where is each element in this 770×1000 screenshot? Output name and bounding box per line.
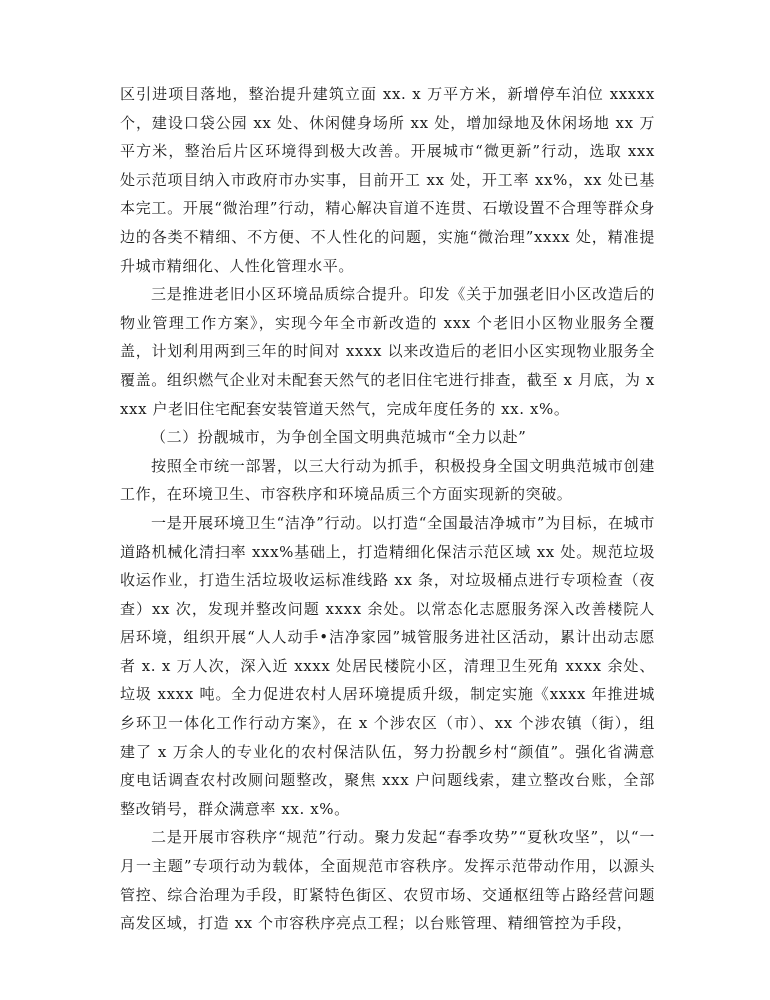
document-page: [120, 80, 655, 938]
paragraph-section-intro: 按照全市统一部署，以三大行动为抓手，积极投身全国文明典范城市创建工作，在环境卫生、市容秩序和环境品质三个方面实现新的突破。: [120, 456, 655, 504]
paragraph-sanitation-action: 一是开展环境卫生“洁净”行动。以打造“全国最洁净城市”为目标，在城市道路机械化清扫率 xxx%基础上，打造精细化保洁示范区域 xx 处。规范垃圾收运作业，打造生活垃圾收运标准线路 xx 条，对垃圾桶点进行专项检查（夜查）xx 次，发现并整改问题 xxxx 余处。以常态化志愿服务深入改善楼院人居环境，组织开展“人人动手•洁净家园”城管服务进社区活动，累计出动志愿者 x. x 万人次，深入近 xxxx 处居民楼院小区，清理卫生死角 xxxx 余处、垃圾 xxxx 吨。全力促进农村人居环境提质升级，制定实施《xxxx 年推进城乡环卫一体化工作行动方案》，在 x 个涉农区（市）、xx 个涉农镇（街），组建了 x 万余人的专业化的农村保洁队伍，努力扮靓乡村“颜值”。强化省满意度电话调查农村改厕问题整改，聚焦 xxx 户问题线索，建立整改台账，全部整改销号，群众满意率 xx. x%。: [120, 513, 655, 818]
paragraph-city-order-action: 二是开展市容秩序“规范”行动。聚力发起“春季攻势”“夏秋攻坚”，以“一月一主题”专项行动为载体，全面规范市容秩序。发挥示范带动作用，以源头管控、综合治理为手段，盯紧特色街区、农贸市场、交通枢纽等占路经营问题高发区域，打造 xx 个市容秩序亮点工程；以台账管理、精细管控为手段，: [120, 828, 655, 933]
section-heading: （二）扮靓城市，为争创全国文明典范城市“全力以赴”: [151, 428, 527, 447]
paragraph-old-community-improvement: 三是推进老旧小区环境品质综合提升。印发《关于加强老旧小区改造后的物业管理工作方案》，实现今年全市新改造的 xxx 个老旧小区物业服务全覆盖，计划利用两到三年的时间对 xxxx 以来改造后的老旧小区实现物业服务全覆盖。组织燃气企业对未配套天然气的老旧住宅进行排查，截至 x 月底，为 xxxx 户老旧住宅配套安装管道天然气，完成年度任务的 xx. x%。: [120, 285, 655, 418]
paragraph-continuation: 区引进项目落地，整治提升建筑立面 xx. x 万平方米，新增停车泊位 xxxxx 个，建设口袋公园 xx 处、休闲健身场所 xx 处，增加绿地及休闲场地 xx 万平方米，整治后片区环境得到极大改善。开展城市“微更新”行动，选取 xxx 处示范项目纳入市政府市办实事，目前开工 xx 处，开工率 xx%，xx 处已基本完工。开展“微治理”行动，精心解决盲道不连贯、石墩设置不合理等群众身边的各类不精细、不方便、不人性化的问题，实施“微治理”xxxx 处，精准提升城市精细化、人性化管理水平。: [120, 85, 655, 275]
